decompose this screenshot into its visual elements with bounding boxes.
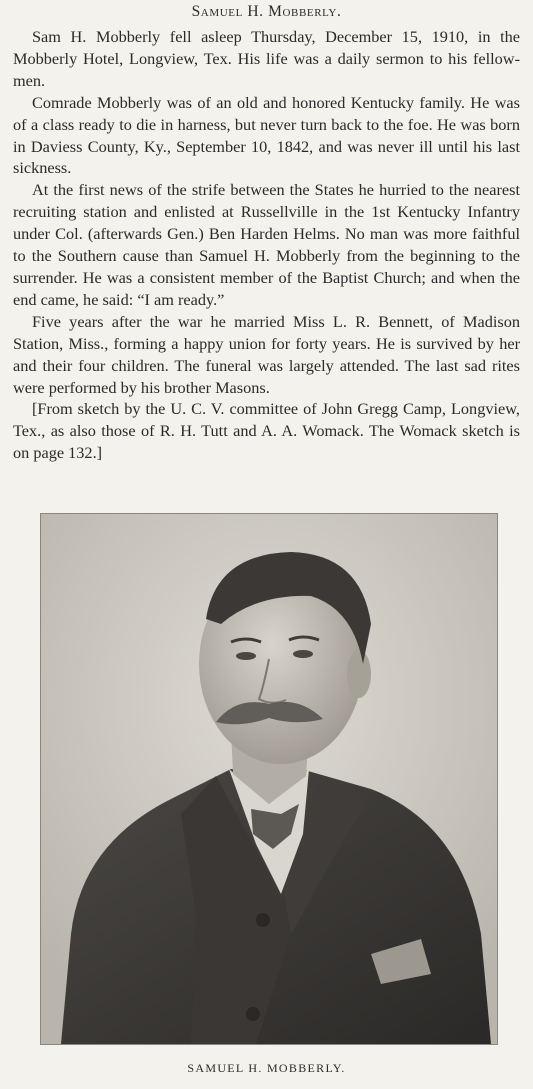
paragraph-service: At the first news of the strife between the States he hurried to the nearest recruiting station and enlisted at Russellville in the 1st Kentucky Infantry under Col. (afterwards Gen.) Ben Harden Helms. No man was more faithful to the Southern cause than Samuel H. Mobberly from the beginning to the surrender. He was a consistent member of the Baptist Church; and when the end came, he said: “I am ready.”: [13, 180, 520, 309]
paragraph-marriage: Five years after the war he married Miss L. R. Bennett, of Madison Station, Miss., forming a happy union for forty years. He is survived by her and their four children. The funeral was largely attended. The last sad rites were performed by his brother Masons.: [13, 311, 520, 397]
paragraph-source-note: [From sketch by the U. C. V. committee of John Gregg Camp, Longview, Tex., as also those of R. H. Tutt and A. A. Womack. The Womack sketch is on page 132.]: [13, 399, 520, 463]
article-heading: Samuel H. Mobberly.: [191, 3, 342, 20]
article-body: [13, 26, 520, 464]
paragraph-death: Sam H. Mobberly fell asleep Thursday, December 15, 1910, in the Mobberly Hotel, Longview, Tex. His life was a daily sermon to his fellow-men.: [13, 27, 520, 90]
photo-caption: SAMUEL H. MOBBERLY.: [187, 1061, 346, 1075]
portrait-photo: [40, 513, 498, 1045]
paragraph-family: Comrade Mobberly was of an old and honored Kentucky family. He was of a class ready to die in harness, but never turn back to the foe. He was born in Daviess County, Ky., September 10, 1842, and was never ill until his last sickness.: [13, 92, 520, 178]
